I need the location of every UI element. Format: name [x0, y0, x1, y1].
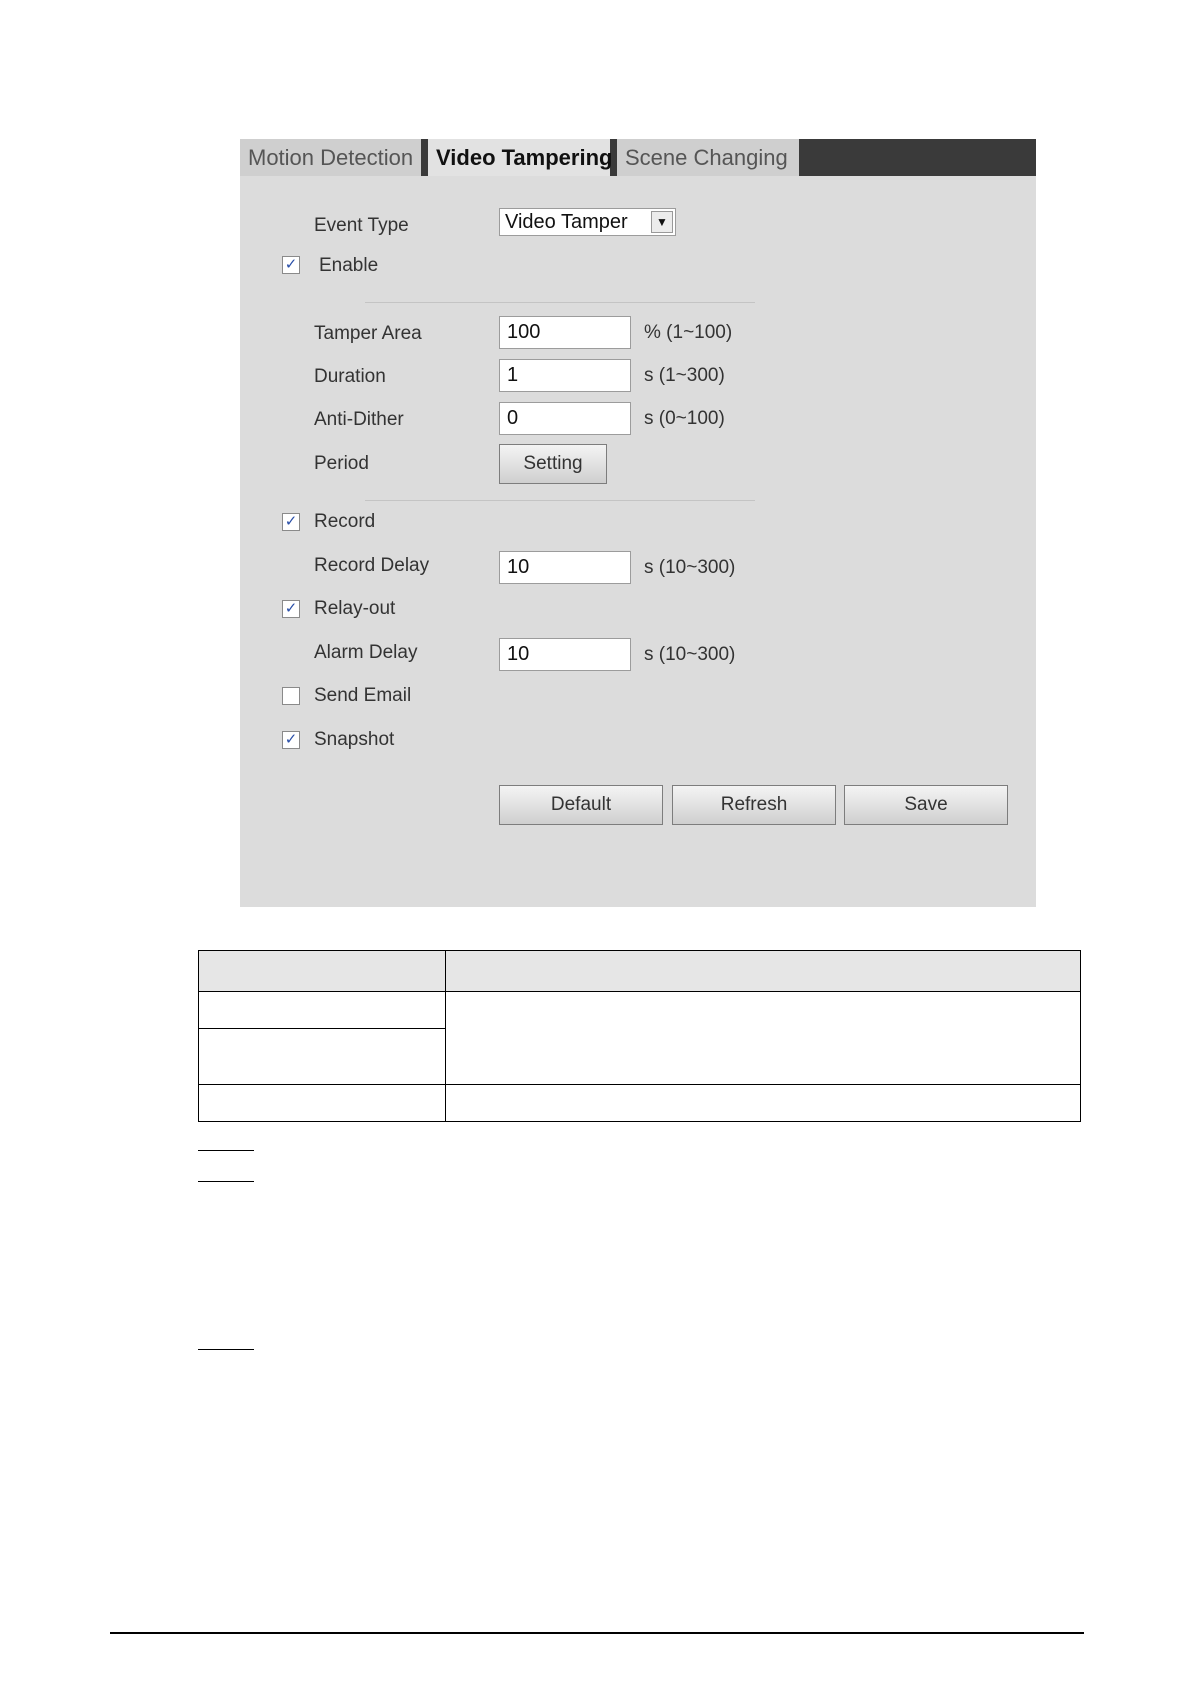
tab-motion-detection[interactable]: Motion Detection [240, 139, 421, 176]
checkmark-icon: ✓ [284, 256, 298, 273]
save-button[interactable]: Save [844, 785, 1008, 825]
enable-label: Enable [319, 255, 379, 276]
divider [365, 500, 755, 501]
snapshot-checkbox[interactable] [282, 731, 300, 749]
record-checkbox[interactable] [282, 513, 300, 531]
checkmark-icon: ✓ [284, 513, 298, 530]
period-label: Period [314, 453, 369, 474]
tab-bar [240, 139, 1036, 176]
checkmark-icon: ✓ [284, 600, 298, 617]
record-delay-input[interactable]: 10 [499, 551, 631, 584]
enable-checkbox[interactable] [282, 256, 300, 274]
snapshot-label: Snapshot [314, 729, 395, 750]
step-underline [198, 1349, 254, 1350]
duration-label: Duration [314, 366, 386, 387]
record-delay-range: s (10~300) [644, 557, 736, 578]
send-email-label: Send Email [314, 685, 412, 706]
record-delay-label: Record Delay [314, 555, 430, 576]
refresh-button[interactable]: Refresh [672, 785, 836, 825]
tab-video-tampering[interactable]: Video Tampering [428, 139, 610, 176]
table-cell [199, 1029, 446, 1085]
duration-range: s (1~300) [644, 365, 725, 386]
step-underline [198, 1181, 254, 1182]
footer-divider [110, 1632, 1084, 1634]
table-cell [199, 1085, 446, 1122]
table-cell [199, 992, 446, 1029]
alarm-delay-label: Alarm Delay [314, 642, 418, 663]
event-type-value: Video Tamper [505, 211, 628, 233]
table-cell [446, 992, 1081, 1085]
table-header-cell [446, 951, 1081, 992]
relay-out-checkbox[interactable] [282, 600, 300, 618]
tamper-area-range: % (1~100) [644, 322, 733, 343]
video-tampering-panel [240, 139, 1036, 907]
event-type-select[interactable] [499, 208, 676, 236]
tab-scene-changing[interactable]: Scene Changing [617, 139, 799, 176]
alarm-delay-range: s (10~300) [644, 644, 736, 665]
table-cell [446, 1085, 1081, 1122]
table-header-row [199, 951, 1081, 992]
tamper-area-input[interactable]: 100 [499, 316, 631, 349]
parameter-table [198, 950, 1081, 1122]
checkmark-icon: ✓ [284, 731, 298, 748]
chevron-down-icon[interactable]: ▼ [651, 211, 673, 233]
anti-dither-label: Anti-Dither [314, 409, 404, 430]
duration-input[interactable]: 1 [499, 359, 631, 392]
anti-dither-input[interactable]: 0 [499, 402, 631, 435]
send-email-checkbox[interactable] [282, 687, 300, 705]
table-row [199, 1085, 1081, 1122]
table-row [199, 992, 1081, 1029]
divider [365, 302, 755, 303]
record-label: Record [314, 511, 376, 532]
event-type-label: Event Type [314, 215, 409, 236]
table-header-cell [199, 951, 446, 992]
tamper-area-label: Tamper Area [314, 323, 422, 344]
anti-dither-range: s (0~100) [644, 408, 725, 429]
period-setting-button[interactable]: Setting [499, 444, 607, 484]
relay-out-label: Relay-out [314, 598, 396, 619]
step-underline [198, 1150, 254, 1151]
default-button[interactable]: Default [499, 785, 663, 825]
alarm-delay-input[interactable]: 10 [499, 638, 631, 671]
